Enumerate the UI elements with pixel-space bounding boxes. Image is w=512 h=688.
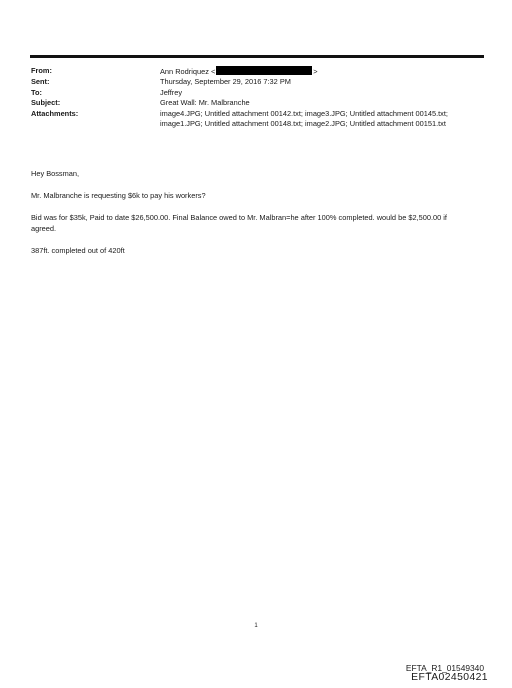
bates-number-r1: EFTA_R1_01549340 xyxy=(405,663,484,673)
sent-value: Thursday, September 29, 2016 7:32 PM xyxy=(160,77,291,87)
sent-row xyxy=(31,77,471,87)
subject-label: Subject: xyxy=(31,98,61,108)
attachments-label: Attachments: xyxy=(31,108,79,118)
from-value xyxy=(160,66,471,77)
header-rule xyxy=(30,55,484,58)
attachments-value: image4.JPG; Untitled attachment 00142.txt; image3.JPG; Untitled attachment 00145.txt; image1.JPG; Untitled attachment 00148.txt; image2.JPG; Untitled attachment 00151.txt xyxy=(160,108,448,129)
from-close: > xyxy=(313,67,318,76)
to-row xyxy=(31,88,471,98)
greeting: Hey Bossman, xyxy=(31,169,80,178)
to-value: Jeffrey xyxy=(160,87,183,97)
to-label: To: xyxy=(31,87,42,97)
redaction-block xyxy=(216,66,312,75)
attachments-row xyxy=(31,109,471,130)
body-paragraph-1: Mr. Malbranche is requesting $6k to pay his workers? xyxy=(31,191,206,201)
email-header xyxy=(31,66,471,129)
from-row xyxy=(31,66,471,77)
subject-row xyxy=(31,98,471,108)
from-name: Ann Rodriquez < xyxy=(160,67,216,76)
body-paragraph-3: 387ft. completed out of 420ft xyxy=(31,245,125,255)
subject-value: Great Wall: Mr. Malbranche xyxy=(160,98,250,108)
from-label: From: xyxy=(31,66,52,75)
bates-number: EFTA02450421 xyxy=(411,672,488,683)
page-number: 1 xyxy=(254,623,258,629)
sent-label: Sent: xyxy=(31,77,50,87)
email-body xyxy=(31,169,471,268)
body-paragraph-2: Bid was for $35k, Paid to date $26,500.00. Final Balance owed to Mr. Malbran=he after 100% completed. would be $2,500.00 if agreed. xyxy=(31,213,447,233)
